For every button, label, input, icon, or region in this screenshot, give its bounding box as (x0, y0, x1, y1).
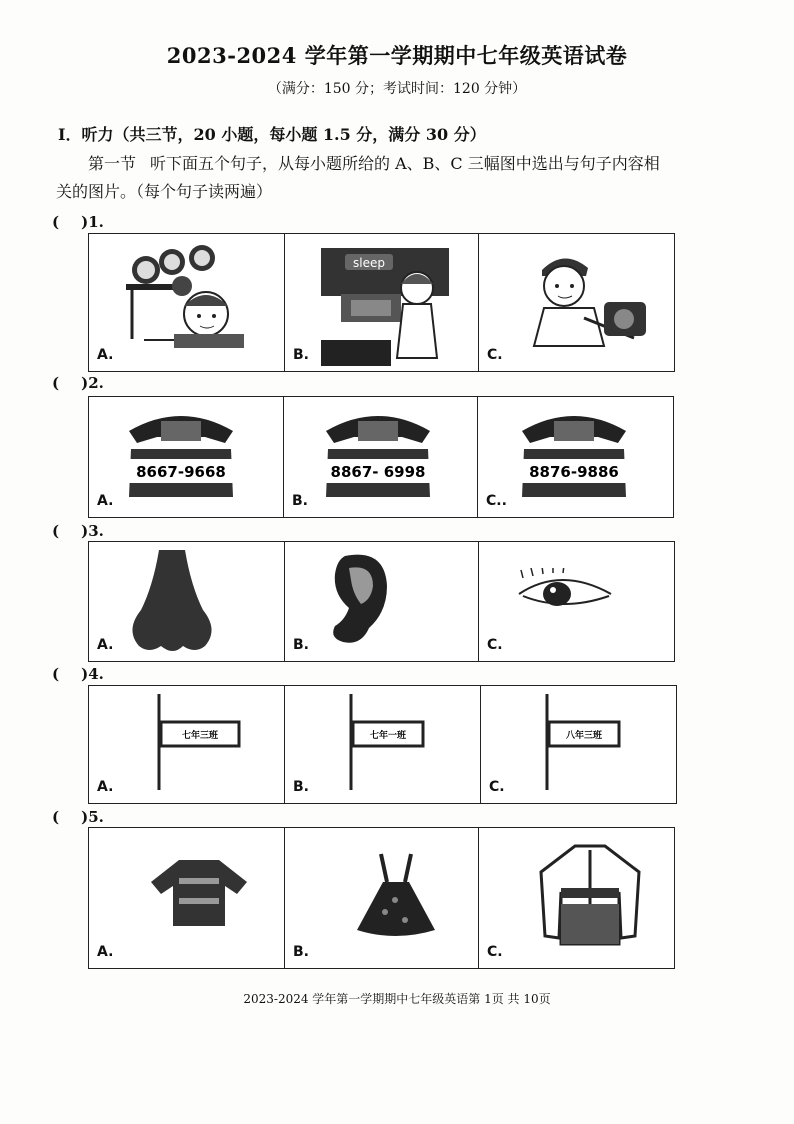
options-row-5 (88, 827, 675, 969)
phone-number: 8876-9886 (529, 463, 619, 481)
exam-subtitle: （满分：150 分；考试时间：120 分钟） (267, 81, 527, 97)
option-2a[interactable] (89, 397, 284, 517)
option-3a[interactable] (89, 542, 285, 661)
sign-text: 七年一班 (369, 731, 407, 741)
question-label-4: ( )4. (52, 665, 104, 683)
sweater-icon (149, 858, 249, 928)
option-1c[interactable] (479, 234, 674, 371)
ear-icon (325, 550, 395, 650)
board-text: sleep (353, 256, 385, 270)
option-letter: A. (97, 779, 114, 795)
girl-sleep-board-icon (321, 248, 451, 366)
instruction-line-1: 听下面五个句子，从每小题所给的 A、B、C 三幅图中选出与句子内容相 (150, 154, 660, 173)
option-letter: C. (489, 779, 505, 795)
jacket-icon (535, 844, 645, 948)
option-letter: B. (293, 637, 309, 653)
question-label-5: ( )5. (52, 808, 104, 826)
option-5c[interactable] (479, 828, 674, 968)
option-4c[interactable] (481, 686, 676, 803)
alarm-clocks-sleeping-boy-icon (124, 244, 264, 354)
option-1a[interactable] (89, 234, 285, 371)
option-4b[interactable] (285, 686, 481, 803)
option-letter: A. (97, 944, 114, 960)
exam-title: 2023-2024 学年第一学期期中七年级英语试卷 (166, 43, 628, 68)
option-letter: A. (97, 637, 114, 653)
dress-icon (355, 852, 437, 938)
section-heading: I．听力（共三节，20 小题，每小题 1.5 分，满分 30 分） (58, 125, 486, 144)
sign-text: 七年三班 (181, 731, 219, 741)
option-2b[interactable] (284, 397, 478, 517)
option-2c[interactable] (478, 397, 673, 517)
part-instructions (56, 150, 716, 206)
option-letter: C. (487, 347, 503, 363)
option-3b[interactable] (285, 542, 479, 661)
option-5b[interactable] (285, 828, 479, 968)
option-letter: A. (97, 493, 114, 509)
options-row-4 (88, 685, 677, 804)
options-row-3 (88, 541, 675, 662)
telephone-icon (318, 409, 438, 505)
question-label-3: ( )3. (52, 522, 104, 540)
instruction-line-2: 关的图片。（每个句子读两遍） (56, 182, 273, 201)
option-letter: B. (293, 347, 309, 363)
option-letter: B. (293, 944, 309, 960)
option-5a[interactable] (89, 828, 285, 968)
part-label: 第一节 (88, 154, 137, 173)
option-letter: A. (97, 347, 114, 363)
option-1b[interactable] (285, 234, 479, 371)
question-label-1: ( )1. (52, 213, 104, 231)
options-row-1 (88, 233, 675, 372)
telephone-icon (514, 409, 634, 505)
nose-icon (127, 546, 217, 656)
phone-number: 8867- 6998 (330, 463, 426, 481)
class-sign-icon (347, 694, 437, 790)
page-footer: 2023-2024 学年第一学期期中七年级英语第 1页 共 10页 (243, 992, 551, 1006)
sign-text: 八年三班 (565, 731, 603, 741)
option-4a[interactable] (89, 686, 285, 803)
option-letter: B. (293, 779, 309, 795)
telephone-icon (121, 409, 241, 505)
option-letter: C. (487, 944, 503, 960)
options-row-2 (88, 396, 674, 518)
class-sign-icon (543, 694, 633, 790)
boy-with-camera-icon (524, 246, 654, 351)
option-3c[interactable] (479, 542, 674, 661)
eye-icon (517, 568, 617, 618)
class-sign-icon (155, 694, 245, 790)
option-letter: B. (292, 493, 308, 509)
phone-number: 8667-9668 (136, 463, 226, 481)
option-letter: C. (487, 637, 503, 653)
question-label-2: ( )2. (52, 374, 104, 392)
option-letter: C.. (486, 493, 507, 509)
